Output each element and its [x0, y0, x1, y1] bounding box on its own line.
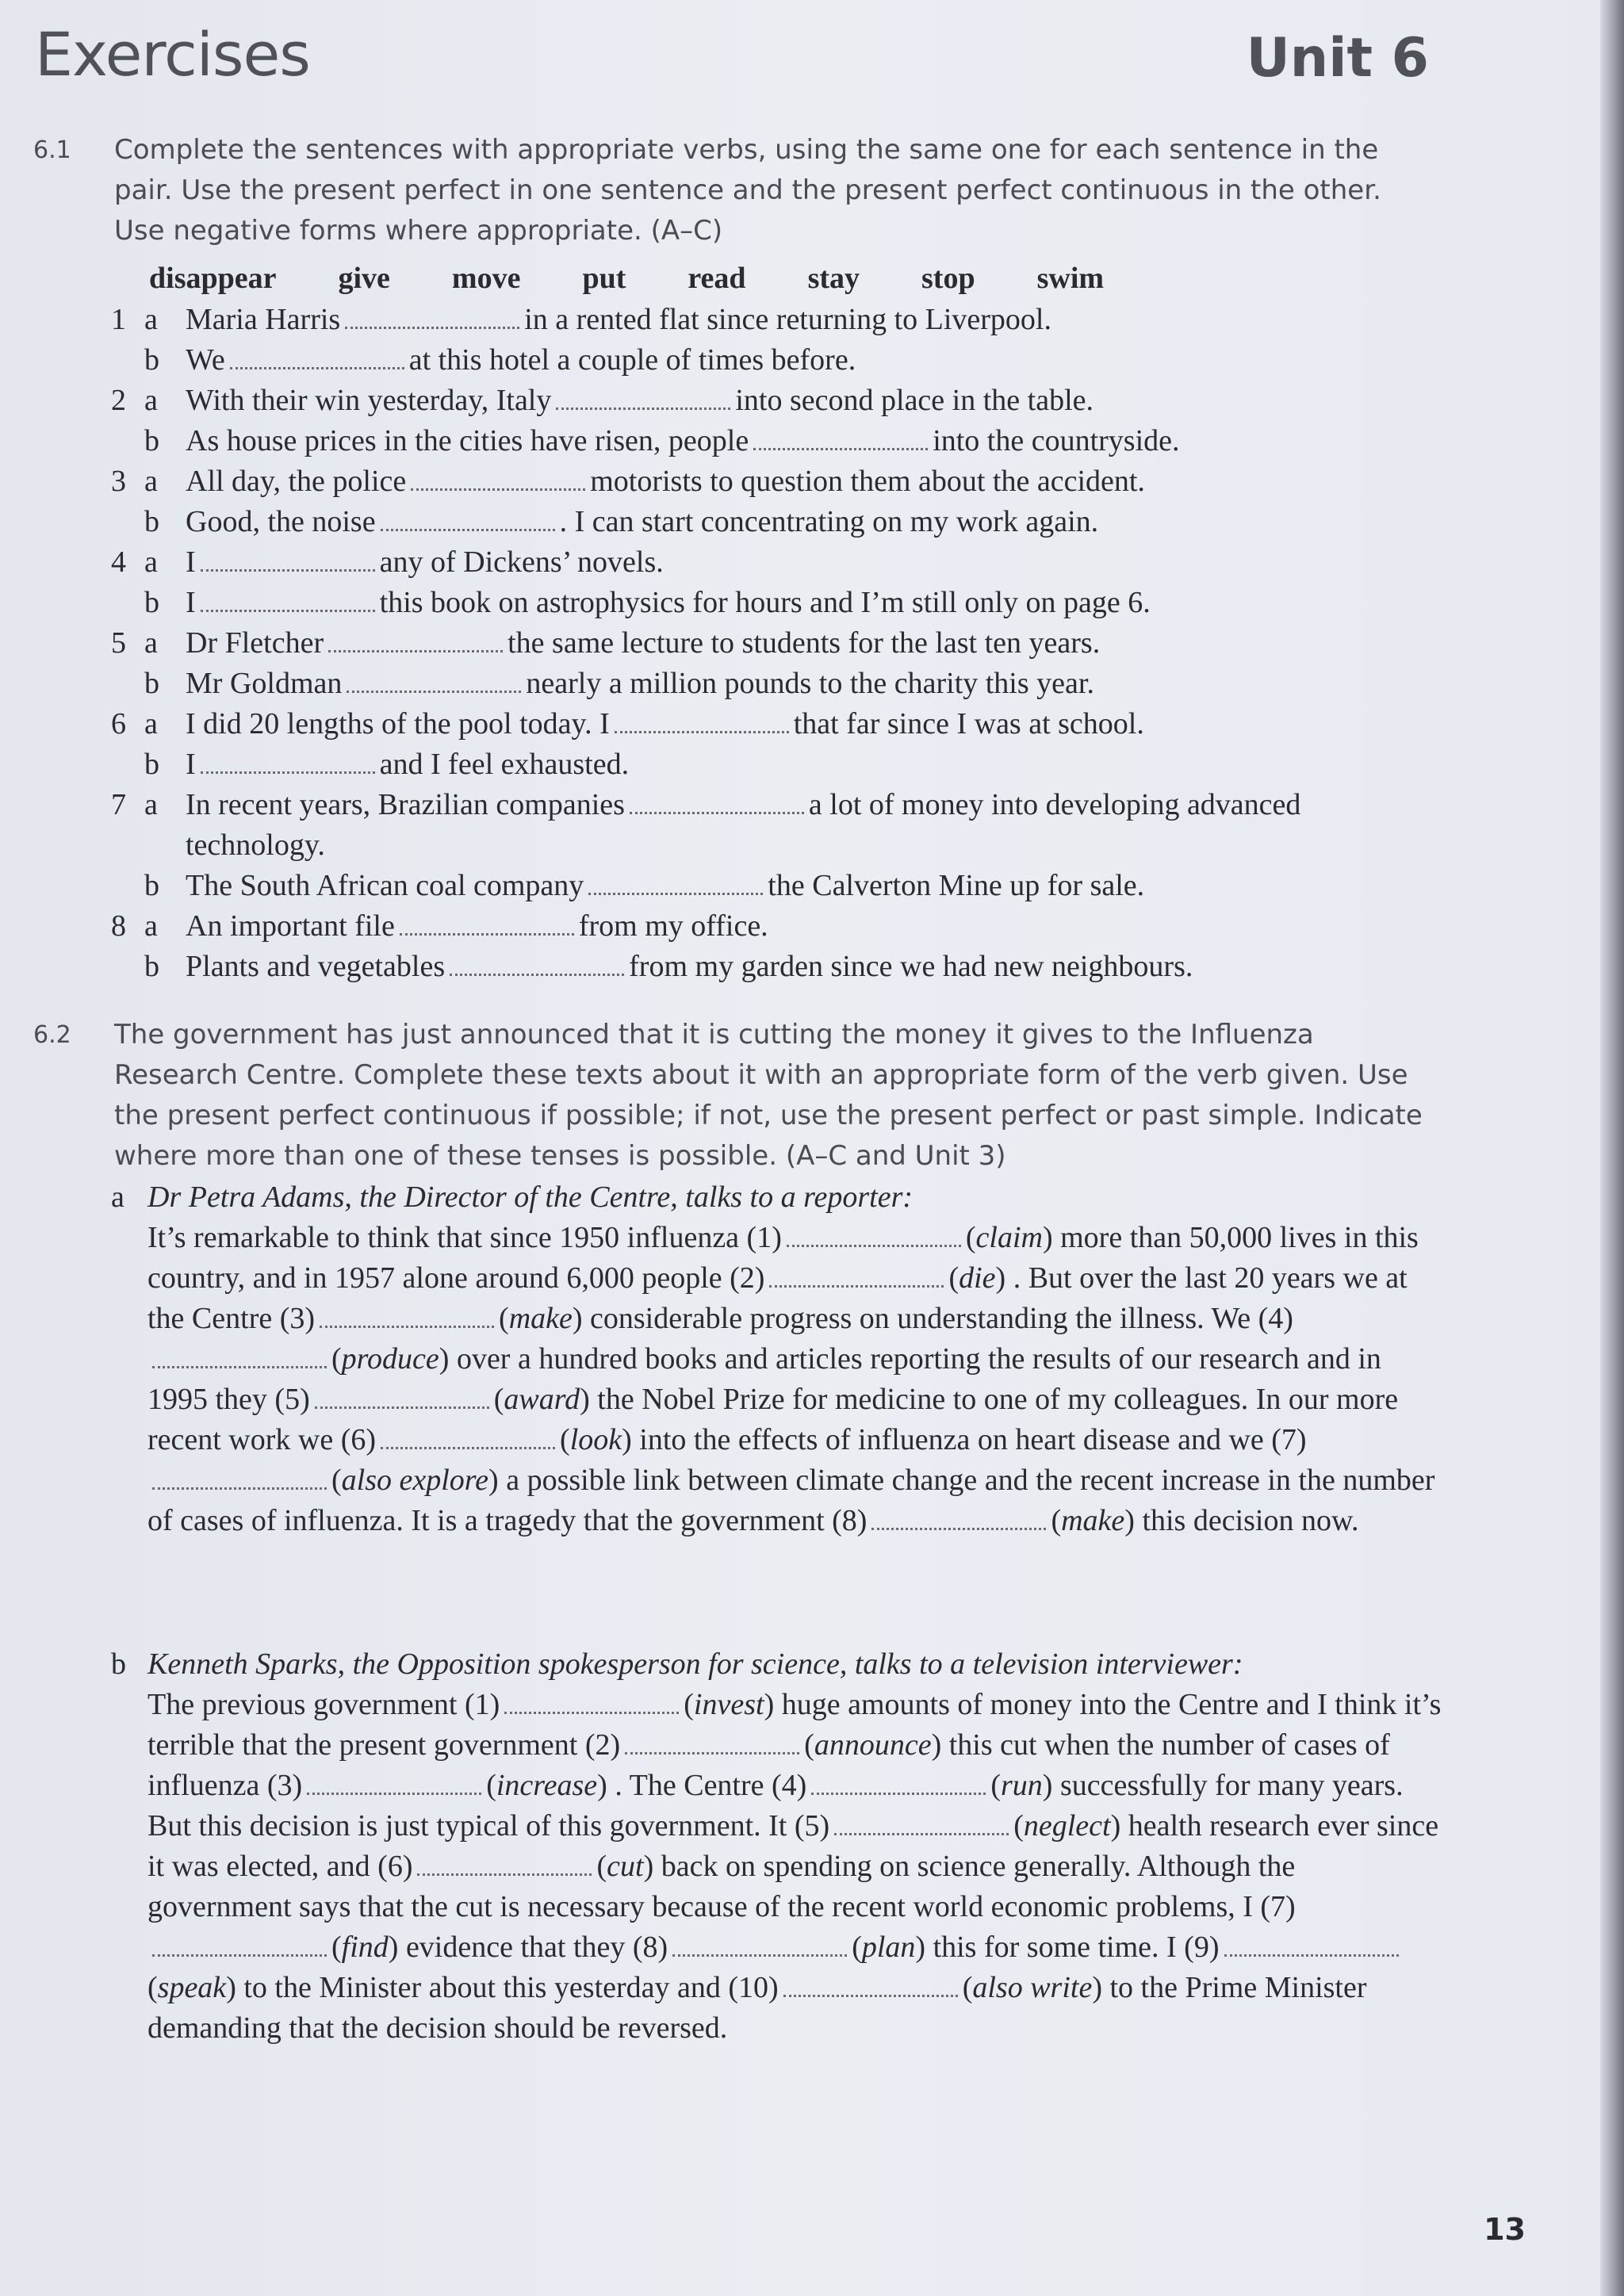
paragraph-text: health research ever since it was elected, and (6) [147, 1809, 1439, 1883]
exercise-item [111, 381, 1443, 421]
item-text-after: the Calverton Mine up for sale. [768, 869, 1145, 902]
item-text-before: Maria Harris [186, 303, 341, 336]
verb-prompt: neglect [1023, 1809, 1111, 1843]
paragraph-text: a possible link between climate change and the recent increase in the number of cases of influenza. It is a tragedy that the government (8) [147, 1464, 1435, 1537]
item-text-before: With their win yesterday, Italy [186, 384, 552, 417]
item-text-after: the same lecture to students for the last ten years. [508, 626, 1101, 660]
item-text [186, 381, 1443, 421]
paragraph-text: successfully for many years. But this decision is just typical of this government. It (5) [147, 1769, 1404, 1843]
item-text-after: motorists to question them about the accident. [590, 465, 1145, 498]
answer-blank[interactable] [320, 1302, 494, 1328]
exercise-6-2-instructions: The government has just announced that it is cutting the money it gives to the Influenza Research Centre. Complete these texts about it with an appropriate form of the verb given. Use the present perfect continuous if possible; if not, use the present perfect or past simple. Indicate where more than one of these tenses is possible. (A–C and Unit 3) [114, 1019, 1423, 1172]
item-text-before: In recent years, Brazilian companies [186, 788, 625, 821]
page-number: 13 [1484, 2212, 1526, 2247]
paragraph-text: huge amounts of money into the Centre and I think it’s terrible that the present government (2) [147, 1688, 1442, 1762]
item-text-before: Mr Goldman [186, 667, 343, 700]
exercise-item [111, 947, 1443, 987]
answer-blank[interactable] [345, 303, 519, 329]
word-box [149, 258, 1104, 299]
item-text [186, 623, 1443, 664]
item-text-after: a lot of money into developing advanced technology. [186, 788, 1301, 862]
exercise-6-1-instructions: Complete the sentences with appropriate verbs, using the same one for each sentence in the pair. Use the present perfect in one sentence and the present perfect continuous in the other. Use negative forms where appropriate. (A–C) [114, 134, 1381, 247]
word-box-item: swim [1036, 262, 1105, 295]
verb-prompt: announce [814, 1728, 932, 1762]
item-text-before: Plants and vegetables [186, 950, 446, 983]
verb-prompt: claim [975, 1221, 1043, 1254]
item-number [111, 583, 144, 623]
item-text [186, 421, 1443, 461]
item-text [186, 664, 1443, 704]
item-text [186, 502, 1443, 542]
exercise-item [111, 421, 1443, 461]
word-box-item: stop [921, 262, 975, 295]
item-text-after: . I can start concentrating on my work again. [559, 505, 1099, 538]
item-letter: b [144, 343, 159, 377]
exercise-6-1-items [111, 300, 1443, 987]
answer-blank[interactable] [871, 1504, 1046, 1530]
exercise-item [111, 300, 1443, 340]
item-number [111, 502, 144, 542]
item-text-after: in a rented flat since returning to Liverpool. [524, 303, 1051, 336]
text-b-body: The previous government (1) (invest) huge amounts of money into the Centre and I think it’s terrible that the present government (2) (announce) this cut when the number of cases of influenza (3) (increase) . The Centre (4) (run) successfully for many years. But this decision is just typical of this government. It (5) (neglect) health research ever since it was elected, and (6) (cut) back on spending on science generally. Although the government says that the cut is necessary because of the recent world economic problems, I (7)(find) evidence that they (8) (plan) this for some time. I (9)(speak) to the Minister about this yesterday and (10) (also write) to the Prime Minister demanding that the decision should be reversed. [147, 1688, 1442, 2045]
answer-blank[interactable] [625, 1728, 799, 1755]
item-number [111, 340, 144, 381]
item-number: 8 [111, 909, 126, 943]
answer-blank[interactable] [769, 1261, 944, 1288]
item-letter: b [144, 505, 159, 538]
item-letter: a [144, 545, 158, 579]
answer-blank[interactable] [556, 384, 730, 410]
item-text-after: into the countryside. [933, 424, 1180, 457]
verb-prompt: look [569, 1423, 622, 1456]
item-text [186, 542, 1443, 583]
paragraph-text: this decision now. [1142, 1504, 1359, 1537]
exercise-item [111, 340, 1443, 381]
answer-blank[interactable] [672, 1931, 847, 1957]
item-letter: b [144, 667, 159, 700]
answer-blank[interactable] [417, 1850, 592, 1876]
answer-blank[interactable] [201, 545, 375, 572]
paragraph-text: this cut when the number of cases of influenza (3) [147, 1728, 1390, 1802]
item-text [186, 461, 1443, 502]
verb-prompt: also write [972, 1971, 1093, 2004]
answer-blank[interactable] [152, 1931, 327, 1957]
text-a [111, 1177, 1443, 1541]
paragraph-text: this for some time. I (9) [933, 1931, 1220, 1964]
exercise-item [111, 704, 1443, 744]
book-spine-shadow [1600, 0, 1624, 2296]
page-title: Exercises [35, 19, 310, 90]
text-b-label: b [111, 1647, 126, 1681]
answer-blank[interactable] [504, 1688, 679, 1714]
item-text-before: The South African coal company [186, 869, 584, 902]
item-number: 5 [111, 626, 126, 660]
item-letter: a [144, 707, 158, 740]
answer-blank[interactable] [811, 1769, 986, 1795]
word-box-item: move [451, 262, 521, 295]
answer-blank[interactable] [400, 909, 574, 936]
paragraph-text: into the effects of influenza on heart disease and we (7) [639, 1423, 1307, 1456]
item-number: 4 [111, 545, 126, 579]
exercise-item [111, 866, 1443, 906]
item-letter: b [144, 869, 159, 902]
answer-blank[interactable] [753, 424, 928, 450]
item-text [186, 744, 1443, 785]
exercise-item [111, 785, 1443, 866]
answer-blank[interactable] [201, 748, 375, 774]
item-letter: a [144, 384, 158, 417]
exercise-number-6-1: 6.1 [33, 136, 71, 164]
item-letter: b [144, 424, 159, 457]
item-text [186, 583, 1443, 623]
answer-blank[interactable] [152, 1464, 327, 1490]
item-number [111, 421, 144, 461]
item-text-after: from my garden since we had new neighbours. [629, 950, 1193, 983]
verb-prompt: run [1000, 1769, 1043, 1802]
verb-prompt: find [341, 1931, 389, 1964]
answer-blank[interactable] [328, 626, 503, 652]
answer-blank[interactable] [834, 1809, 1009, 1835]
verb-prompt: produce [341, 1342, 439, 1376]
item-text-after: that far since I was at school. [793, 707, 1144, 740]
item-letter: b [144, 950, 159, 983]
item-number [111, 866, 144, 906]
item-text-before: Good, the noise [186, 505, 376, 538]
answer-blank[interactable] [411, 465, 585, 491]
answer-blank[interactable] [615, 707, 789, 733]
word-box-item: put [582, 262, 626, 295]
paragraph-text: back on spending on science generally. Although the government says that the cut is necessary because of the recent world economic problems, I (7) [147, 1850, 1296, 1923]
item-number [111, 744, 144, 785]
paragraph-text: . But over the last 20 years we at the Centre (3) [147, 1261, 1408, 1335]
item-text [186, 340, 1443, 381]
word-box-item: disappear [149, 262, 277, 295]
answer-blank[interactable] [315, 1383, 489, 1409]
text-a-intro: Dr Petra Adams, the Director of the Centre, talks to a reporter: [147, 1181, 914, 1214]
verb-prompt: increase [496, 1769, 598, 1802]
answer-blank[interactable] [450, 950, 624, 976]
item-letter: a [144, 909, 158, 943]
item-text-before: I [186, 748, 196, 781]
item-text-after: nearly a million pounds to the charity this year. [526, 667, 1094, 700]
item-letter: a [144, 788, 158, 821]
exercise-item [111, 461, 1443, 502]
item-text-before: We [186, 343, 225, 377]
answer-blank[interactable] [630, 788, 804, 814]
item-text [186, 785, 1443, 866]
paragraph-text: The previous government (1) [147, 1688, 500, 1721]
item-text [186, 906, 1443, 947]
item-text-before: Dr Fletcher [186, 626, 324, 660]
item-number: 7 [111, 788, 126, 821]
exercise-item [111, 744, 1443, 785]
item-text-after: into second place in the table. [735, 384, 1094, 417]
exercise-item [111, 906, 1443, 947]
paragraph-text: over a hundred books and articles reporting the results of our research and in 1995 they (5) [147, 1342, 1381, 1416]
item-text-after: any of Dickens’ novels. [379, 545, 664, 579]
answer-blank[interactable] [230, 343, 404, 369]
item-number: 1 [111, 303, 126, 336]
exercise-item [111, 664, 1443, 704]
verb-prompt: also explore [341, 1464, 489, 1497]
answer-blank[interactable] [307, 1769, 481, 1795]
word-box-item: stay [807, 262, 860, 295]
item-text-after: at this hotel a couple of times before. [408, 343, 856, 377]
exercise-number-6-2: 6.2 [33, 1021, 71, 1049]
item-text [186, 704, 1443, 744]
item-text [186, 866, 1443, 906]
verb-prompt: invest [693, 1688, 764, 1721]
word-box-item: give [338, 262, 390, 295]
word-box-item: read [688, 262, 746, 295]
answer-blank[interactable] [1224, 1931, 1399, 1957]
answer-blank[interactable] [347, 667, 521, 693]
exercise-item [111, 623, 1443, 664]
item-text-before: I [186, 586, 196, 619]
paragraph-text: considerable progress on understanding the illness. We (4) [590, 1302, 1293, 1335]
verb-prompt: cut [607, 1850, 644, 1883]
answer-blank[interactable] [152, 1342, 327, 1368]
paragraph-text: . The Centre (4) [615, 1769, 807, 1802]
item-text [186, 947, 1443, 987]
item-letter: a [144, 626, 158, 660]
exercise-item [111, 502, 1443, 542]
item-letter: a [144, 303, 158, 336]
item-letter: a [144, 465, 158, 498]
item-text-before: All day, the police [186, 465, 407, 498]
answer-blank[interactable] [381, 505, 555, 531]
text-a-body: It’s remarkable to think that since 1950 influenza (1) (claim) more than 50,000 lives in this country, and in 1957 alone around 6,000 people (2) (die) . But over the last 20 years we at the Centre (3) (make) considerable progress on understanding the illness. We (4)(produce) over a hundred books and articles reporting the results of our research and in 1995 they (5) (award) the Nobel Prize for medicine to one of my colleagues. In our more recent work we (6) (look) into the effects of influenza on heart disease and we (7)(also explore) a possible link between climate change and the recent increase in the number of cases of influenza. It is a tragedy that the government (8) (make) this decision now. [147, 1221, 1435, 1537]
verb-prompt: award [504, 1383, 580, 1416]
item-letter: b [144, 748, 159, 781]
unit-label: Unit 6 [1246, 27, 1429, 90]
paragraph-text: to the Minister about this yesterday and (10) [243, 1971, 779, 2004]
answer-blank[interactable] [783, 1971, 958, 1997]
item-number: 3 [111, 465, 126, 498]
paragraph-text: more than 50,000 lives in this country, and in 1957 alone around 6,000 people (2) [147, 1221, 1419, 1295]
verb-prompt: die [959, 1261, 996, 1295]
item-text-after: from my office. [578, 909, 768, 943]
paragraph-text: to the Prime Minister demanding that the decision should be reversed. [147, 1971, 1367, 2045]
verb-prompt: speak [157, 1971, 227, 2004]
item-number: 2 [111, 384, 126, 417]
verb-prompt: make [508, 1302, 573, 1335]
item-text-before: An important file [186, 909, 395, 943]
paragraph-text: It’s remarkable to think that since 1950 influenza (1) [147, 1221, 782, 1254]
item-text-after: and I feel exhausted. [379, 748, 630, 781]
verb-prompt: plan [861, 1931, 916, 1964]
item-text-after: this book on astrophysics for hours and I’m still only on page 6. [379, 586, 1151, 619]
item-number: 6 [111, 707, 126, 740]
verb-prompt: make [1061, 1504, 1125, 1537]
text-b-intro: Kenneth Sparks, the Opposition spokesperson for science, talks to a television interviewer: [147, 1647, 1243, 1681]
exercise-item [111, 542, 1443, 583]
item-number [111, 947, 144, 987]
text-b [111, 1644, 1443, 2049]
item-text-before: I [186, 545, 196, 579]
answer-blank[interactable] [381, 1423, 555, 1449]
item-number [111, 664, 144, 704]
answer-blank[interactable] [588, 869, 763, 895]
paragraph-text: the Nobel Prize for medicine to one of my colleagues. In our more recent work we (6) [147, 1383, 1399, 1456]
item-text-before: As house prices in the cities have risen, people [186, 424, 749, 457]
answer-blank[interactable] [787, 1221, 961, 1247]
text-a-label: a [111, 1181, 124, 1214]
answer-blank[interactable] [201, 586, 375, 612]
item-text [186, 300, 1443, 340]
item-letter: b [144, 586, 159, 619]
paragraph-text: evidence that they (8) [405, 1931, 668, 1964]
item-text-before: I did 20 lengths of the pool today. I [186, 707, 610, 740]
exercise-item [111, 583, 1443, 623]
